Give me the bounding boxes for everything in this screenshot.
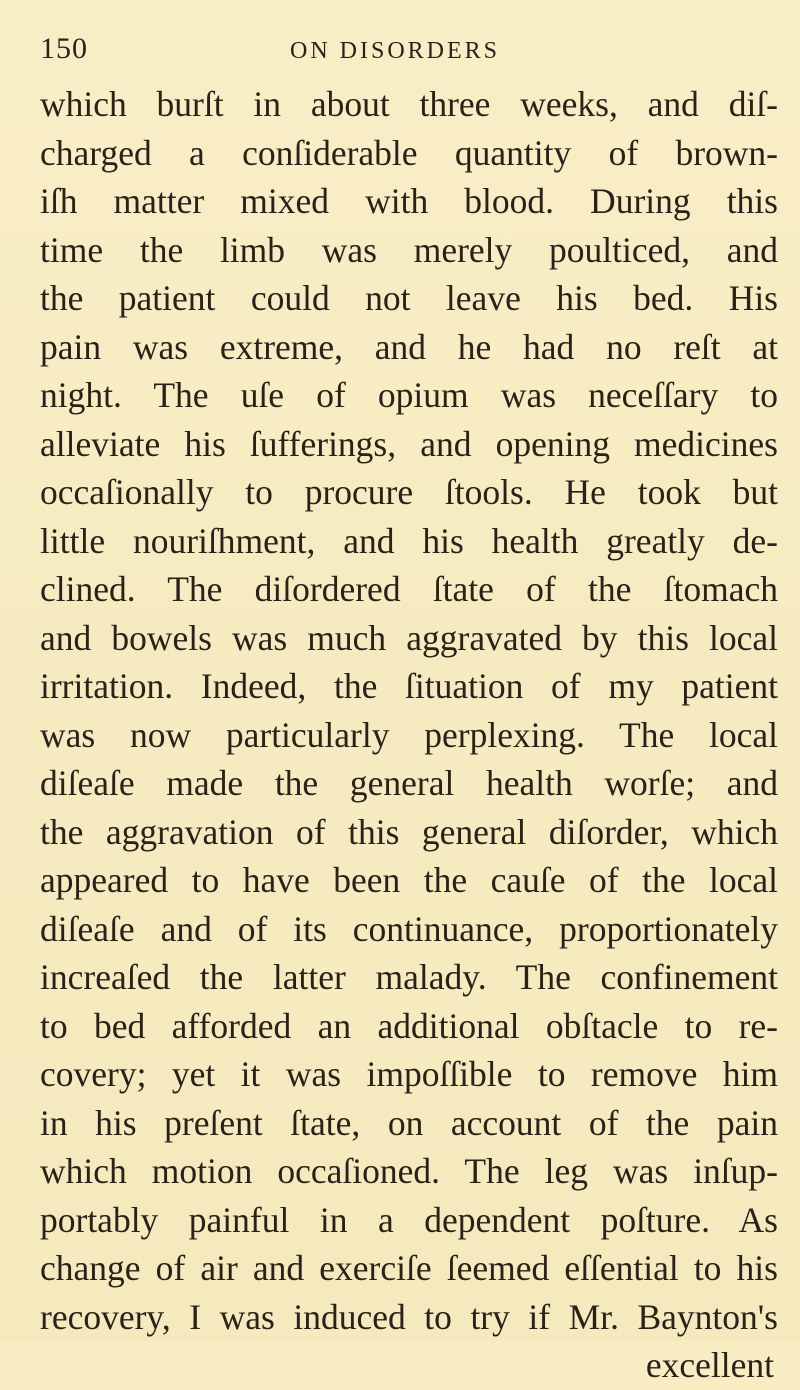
- text-line: which motion occaſioned. The leg was inſup-: [40, 1151, 778, 1191]
- text-line: clined. The diſordered ſtate of the ſtomach: [40, 569, 778, 609]
- text-line: recovery, I was induced to try if Mr. Baynton's: [40, 1296, 778, 1337]
- text-line: alleviate his ſufferings, and opening medicines: [40, 423, 778, 464]
- text-line: diſeaſe made the general health worſe; and: [40, 763, 778, 803]
- page-number: 150: [40, 32, 88, 65]
- text-line: the patient could not leave his bed. His: [40, 278, 778, 318]
- text-line: which burſt in about three weeks, and diſ-: [40, 84, 778, 124]
- text-line: pain was extreme, and he had no reſt at: [40, 326, 778, 367]
- text-line: appeared to have been the cauſe of the local: [40, 860, 778, 900]
- text-line: covery; yet it was impoſſible to remove him: [40, 1054, 778, 1094]
- text-line: occaſionally to procure ſtools. He took but: [40, 472, 778, 512]
- page-header: [40, 32, 760, 72]
- text-line: irritation. Indeed, the ſituation of my patient: [40, 666, 778, 706]
- text-line: the aggravation of this general diſorder, which: [40, 811, 778, 852]
- text-line: portably painful in a dependent poſture. As: [40, 1199, 778, 1240]
- body-text: [40, 80, 778, 1390]
- text-line: to bed afforded an additional obſtacle to re-: [40, 1005, 778, 1046]
- text-line: was now particularly perplexing. The local: [40, 714, 778, 755]
- text-line: increaſed the latter malady. The confinement: [40, 957, 778, 997]
- text-line: charged a conſiderable quantity of brown-: [40, 132, 778, 173]
- text-line: and bowels was much aggravated by this local: [40, 617, 778, 658]
- text-line: iſh matter mixed with blood. During this: [40, 181, 778, 221]
- running-title: ON DISORDERS: [290, 38, 501, 64]
- text-line: time the limb was merely poulticed, and: [40, 229, 778, 270]
- catchword: excellent: [645, 1345, 774, 1385]
- text-line: night. The uſe of opium was neceſſary to: [40, 375, 778, 415]
- text-line: in his preſent ſtate, on account of the pain: [40, 1102, 778, 1143]
- text-line: little nouriſhment, and his health greatly de-: [40, 520, 778, 561]
- text-line: change of air and exerciſe ſeemed eſſential to his: [40, 1248, 778, 1288]
- text-line: diſeaſe and of its continuance, proportionately: [40, 908, 778, 949]
